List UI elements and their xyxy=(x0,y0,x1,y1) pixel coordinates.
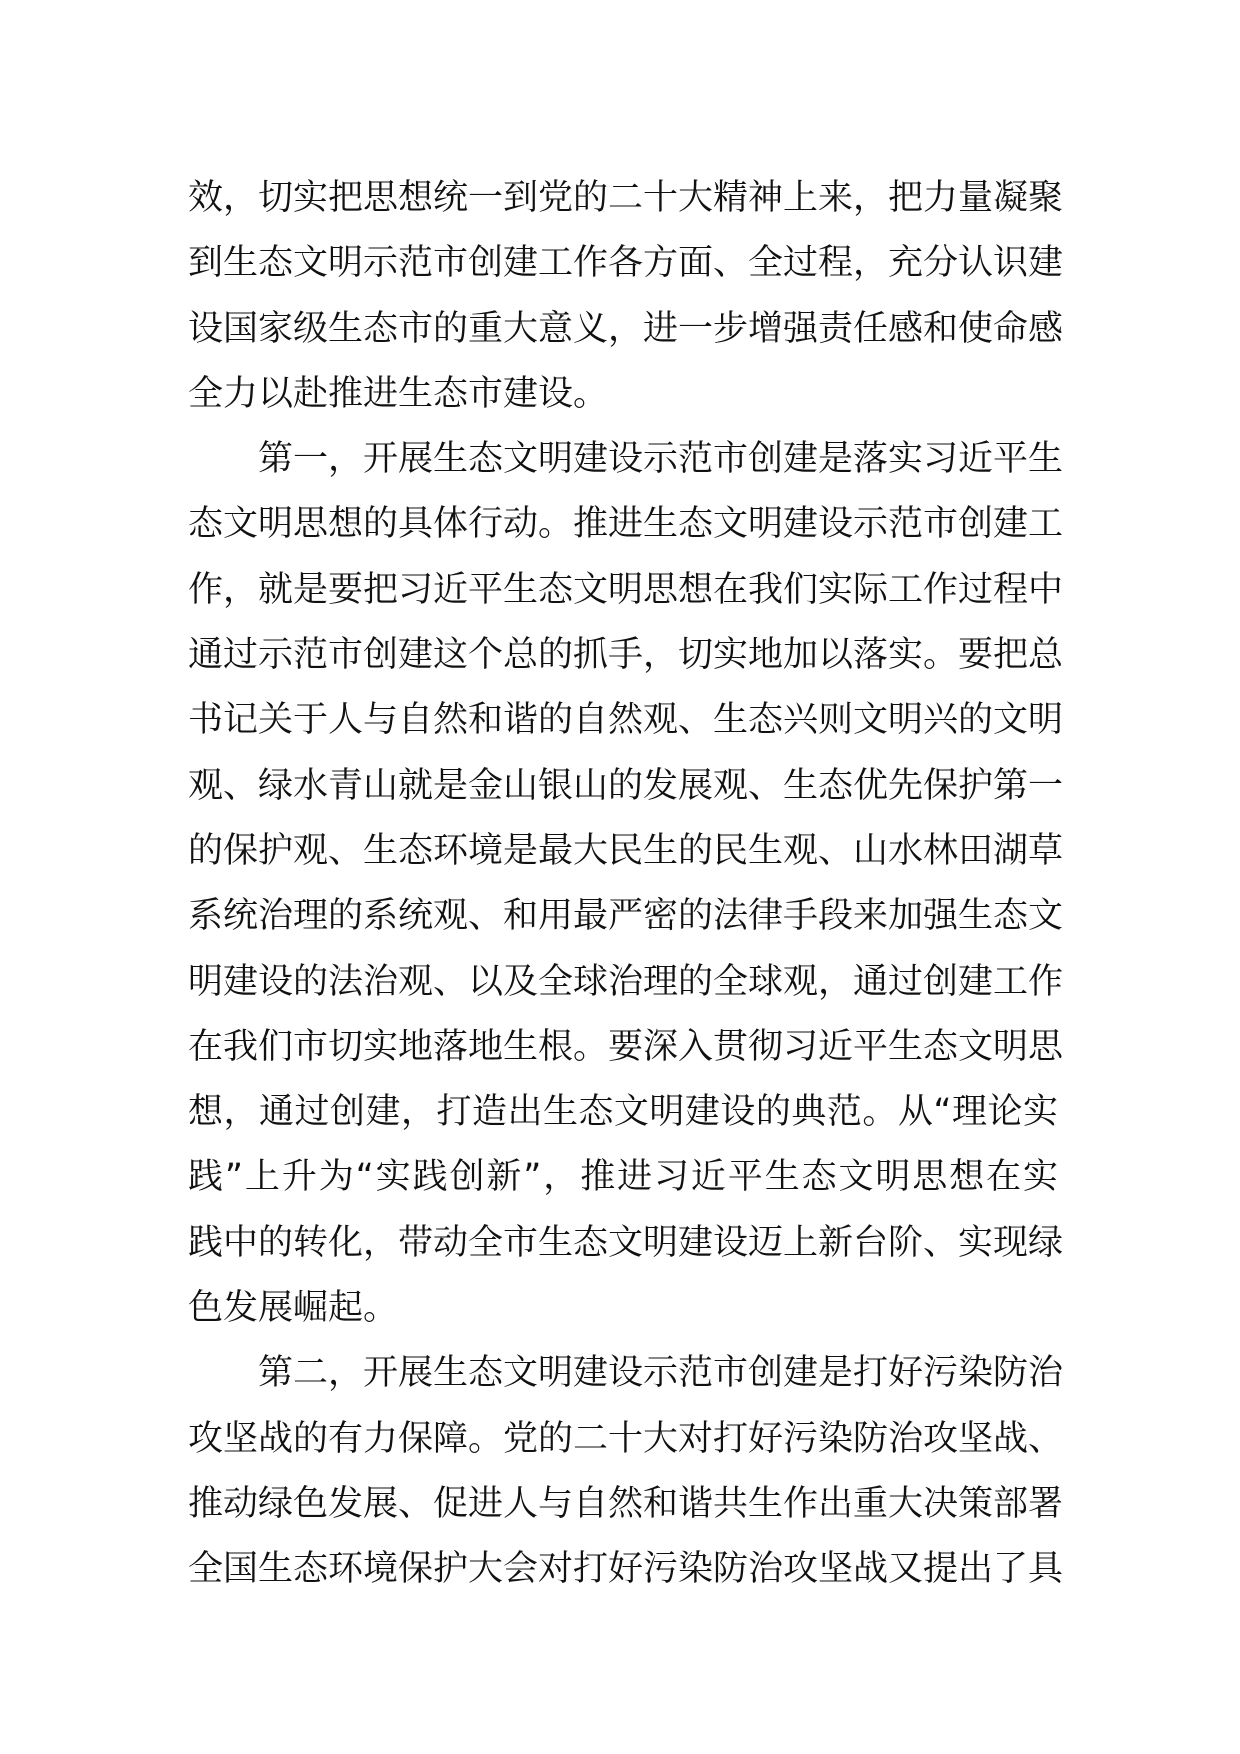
text-line: 书记关于人与自然和谐的自然观、生态兴则文明兴的文明 xyxy=(188,700,1064,741)
text-line: 第一，开展生态文明建设示范市创建是落实习近平生 xyxy=(188,439,1064,480)
paragraph-first-point xyxy=(188,427,1064,1341)
text-line: 设国家级生态市的重大意义，进一步增强责任感和使命感 xyxy=(188,308,1064,349)
text-line: 通过示范市创建这个总的抓手，切实地加以落实。要把总 xyxy=(188,635,1064,676)
text-line: 在我们市切实地落地生根。要深入贯彻习近平生态文明思 xyxy=(188,1026,1064,1067)
document-body xyxy=(188,166,1064,1603)
text-line: 的保护观、生态环境是最大民生的民生观、山水林田湖草 xyxy=(188,830,1064,871)
paragraph-intro xyxy=(188,166,1064,427)
text-line: 全国生态环境保护大会对打好污染防治攻坚战又提出了具 xyxy=(188,1549,1064,1590)
text-line: 全力以赴推进生态市建设。 xyxy=(188,373,609,414)
text-line: 推动绿色发展、促进人与自然和谐共生作出重大决策部署 xyxy=(188,1483,1064,1524)
text-line: 态文明思想的具体行动。推进生态文明建设示范市创建工 xyxy=(188,504,1064,545)
text-line: 作，就是要把习近平生态文明思想在我们实际工作过程中 xyxy=(188,569,1064,610)
text-line: 到生态文明示范市创建工作各方面、全过程，充分认识建 xyxy=(188,243,1064,284)
text-line: 攻坚战的有力保障。党的二十大对打好污染防治攻坚战、 xyxy=(188,1418,1064,1459)
paragraph-second-point xyxy=(188,1341,1064,1602)
text-line: 践中的转化，带动全市生态文明建设迈上新台阶、实现绿 xyxy=(188,1222,1064,1263)
text-line: 系统治理的系统观、和用最严密的法律手段来加强生态文 xyxy=(188,896,1064,937)
text-line: 明建设的法治观、以及全球治理的全球观，通过创建工作 xyxy=(188,961,1064,1002)
text-line: 第二，开展生态文明建设示范市创建是打好污染防治 xyxy=(188,1353,1064,1394)
text-line: 效，切实把思想统一到党的二十大精神上来，把力量凝聚 xyxy=(188,178,1064,218)
text-line: 践”上升为“实践创新”，推进习近平生态文明思想在实 xyxy=(188,1157,1058,1198)
text-line: 想，通过创建，打造出生态文明建设的典范。从“理论实 xyxy=(188,1092,1058,1133)
text-line: 观、绿水青山就是金山银山的发展观、生态优先保护第一 xyxy=(188,765,1064,806)
text-line: 色发展崛起。 xyxy=(188,1288,399,1329)
